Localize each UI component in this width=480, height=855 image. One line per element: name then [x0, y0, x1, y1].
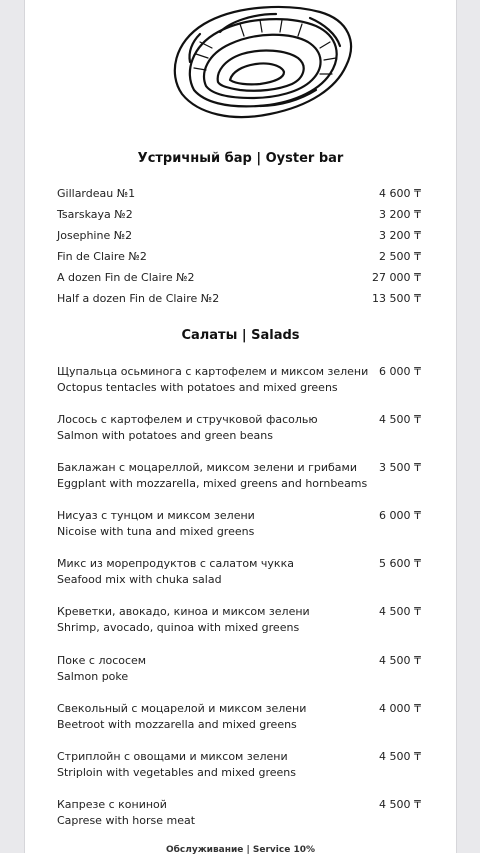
- oyster-shell-icon: [160, 2, 360, 124]
- dish-name-en: Eggplant with mozzarella, mixed greens and hornbeams: [57, 477, 368, 490]
- item-name: Gillardeau №1: [57, 187, 136, 200]
- dish-name-ru: Стриплойн с овощами и миксом зелени: [57, 750, 288, 763]
- item-price: 4 000 ₸: [379, 702, 421, 715]
- service-charge-note: Обслуживание | Service 10%: [165, 845, 316, 855]
- dish-name-en: Octopus tentacles with potatoes and mixed greens: [57, 381, 338, 394]
- item-price: 27 000 ₸: [372, 271, 421, 284]
- item-price: 4 500 ₸: [379, 654, 421, 667]
- dish-name-ru: Свекольный с моцарелой и миксом зелени: [57, 702, 307, 715]
- oyster-bar-title: Устричный бар | Oyster bar: [137, 151, 344, 166]
- dish-name-en: Striploin with vegetables and mixed greens: [57, 766, 296, 779]
- item-price: 3 200 ₸: [379, 229, 421, 242]
- list-item: [57, 207, 421, 223]
- dish-name-en: Caprese with horse meat: [57, 814, 196, 827]
- dish-name-en: Salmon with potatoes and green beans: [57, 429, 273, 442]
- item-price: 6 000 ₸: [379, 365, 421, 378]
- item-price: 13 500 ₸: [372, 292, 421, 305]
- item-price: 2 500 ₸: [379, 250, 421, 263]
- dish-name-ru: Баклажан с моцареллой, миксом зелени и грибами: [57, 461, 357, 474]
- dish-name-ru: Креветки, авокадо, киноа и миксом зелени: [57, 605, 310, 618]
- dish-name-en: Seafood mix with chuka salad: [57, 573, 222, 586]
- item-price: 6 000 ₸: [379, 509, 421, 522]
- list-item: [57, 249, 421, 265]
- list-item: [57, 270, 421, 286]
- list-item: [57, 291, 421, 307]
- item-price: 5 600 ₸: [379, 557, 421, 570]
- item-price: 3 500 ₸: [379, 461, 421, 474]
- dish-name-ru: Лосось с картофелем и стручковой фасолью: [57, 413, 318, 426]
- item-price: 4 500 ₸: [379, 413, 421, 426]
- salads-title: Салаты | Salads: [181, 328, 300, 343]
- dish-name-ru: Поке с лососем: [57, 654, 147, 667]
- item-name: Tsarskaya №2: [57, 208, 133, 221]
- dish-name-ru: Щупальца осьминога с картофелем и миксом зелени: [57, 365, 369, 378]
- item-name: Josephine №2: [57, 229, 133, 242]
- item-price: 3 200 ₸: [379, 208, 421, 221]
- list-item: [57, 228, 421, 244]
- dish-name-en: Salmon poke: [57, 670, 129, 683]
- item-price: 4 600 ₸: [379, 187, 421, 200]
- dish-name-ru: Капрезе с кониной: [57, 798, 167, 811]
- dish-name-en: Nicoise with tuna and mixed greens: [57, 525, 255, 538]
- item-price: 4 500 ₸: [379, 798, 421, 811]
- dish-name-ru: Микс из морепродуктов с салатом чукка: [57, 557, 294, 570]
- dish-name-ru: Нисуаз с тунцом и миксом зелени: [57, 509, 255, 522]
- item-name: A dozen Fin de Claire №2: [57, 271, 195, 284]
- item-name: Half a dozen Fin de Claire №2: [57, 292, 220, 305]
- menu-page: [24, 0, 457, 853]
- item-name: Fin de Claire №2: [57, 250, 147, 263]
- item-price: 4 500 ₸: [379, 750, 421, 763]
- dish-name-en: Shrimp, avocado, quinoa with mixed greens: [57, 621, 300, 634]
- list-item: [57, 186, 421, 202]
- dish-name-en: Beetroot with mozzarella and mixed greens: [57, 718, 297, 731]
- item-price: 4 500 ₸: [379, 605, 421, 618]
